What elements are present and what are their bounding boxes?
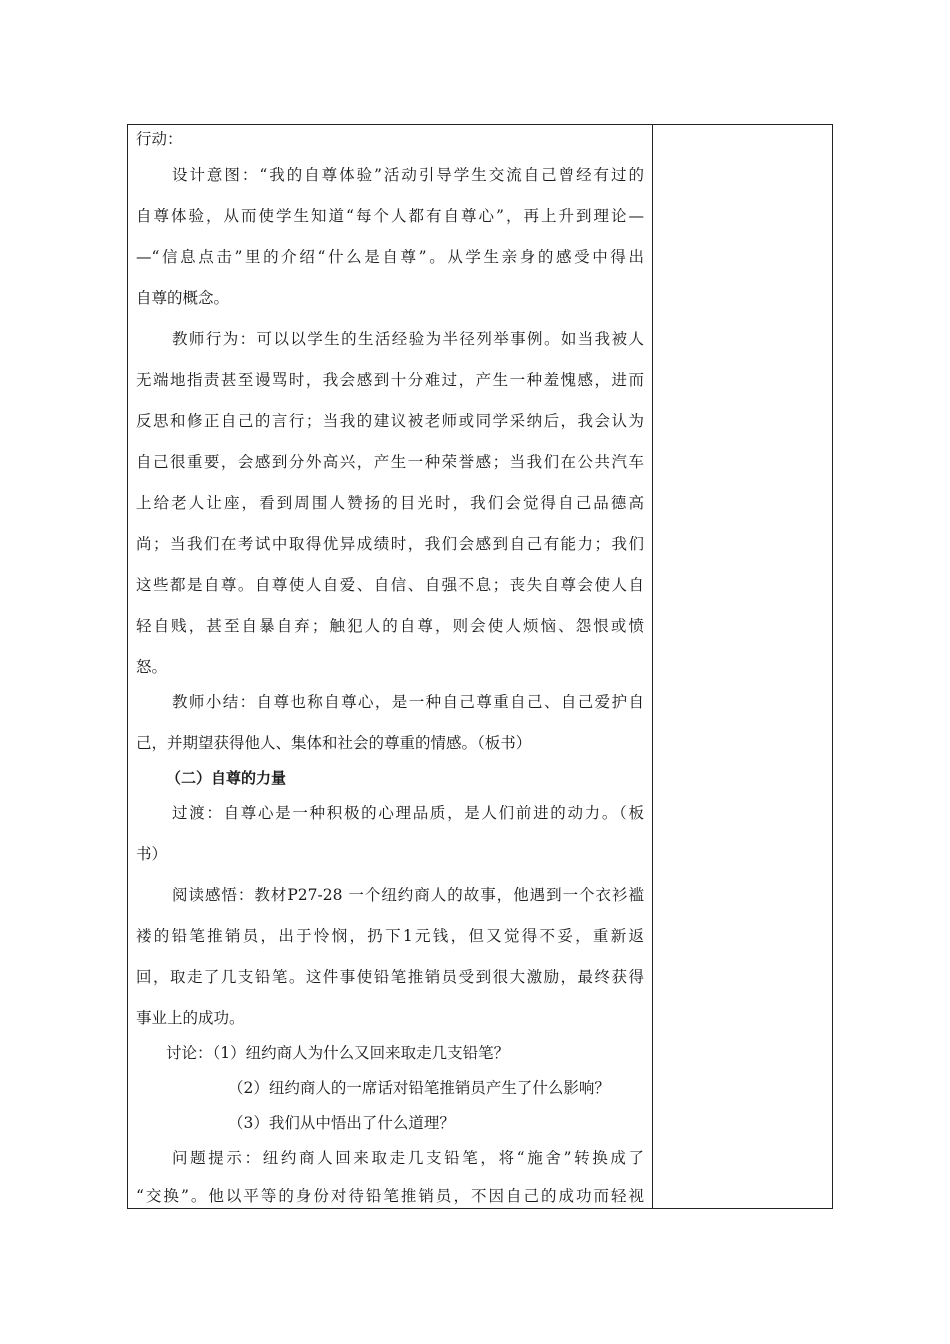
text-line: 书） (136, 845, 168, 863)
text-line: 事业上的成功。 (136, 1009, 245, 1027)
text-line: —“信息点击”里的介绍“什么是自尊”。从学生亲身的感受中得出 (136, 248, 644, 266)
text-line: 阅读感悟：教材P27-28 一个纽约商人的故事，他遇到一个衣衫褴 (172, 886, 644, 904)
text-line: 怒。 (136, 658, 168, 676)
text-line: 这些都是自尊。自尊使人自爱、自信、自强不息；丧失自尊会使人自 (136, 576, 644, 594)
text-line: 回，取走了几支铅笔。这件事使铅笔推销员受到很大激励，最终获得 (136, 968, 644, 986)
text-line: 教师行为：可以以学生的生活经验为半径列举事例。如当我被人 (172, 330, 644, 348)
text-line: 反思和修正自己的言行；当我的建议被老师或同学采纳后，我会认为 (136, 412, 644, 430)
text-line: 尚；当我们在考试中取得优异成绩时，我们会感到自己有能力；我们 (136, 535, 644, 553)
text-line: 教师小结：自尊也称自尊心，是一种自己尊重自己、自己爱护自 (172, 693, 644, 711)
text-line: 无端地指责甚至谩骂时，我会感到十分难过，产生一种羞愧感，进而 (136, 371, 644, 389)
text-line: 设计意图：“我的自尊体验”活动引导学生交流自己曾经有过的 (172, 166, 644, 184)
text-line: “交换”。他以平等的身份对待铅笔推销员，不因自己的成功而轻视 (136, 1187, 644, 1205)
discussion-question: 讨论：（1）纽约商人为什么又回来取走几支铅笔？ (166, 1044, 510, 1062)
text-line: 过渡：自尊心是一种积极的心理品质，是人们前进的动力。（板 (172, 804, 644, 822)
notes-cell (653, 125, 832, 1208)
text-line: 褛的铅笔推销员，出于怜悯，扔下1元钱，但又觉得不妥，重新返 (136, 927, 644, 945)
text-line: 上给老人让座，看到周围人赞扬的目光时，我们会觉得自己品德高 (136, 494, 644, 512)
text-line: 行动： (136, 130, 183, 148)
section-heading: （二）自尊的力量 (166, 769, 287, 787)
text-line: 问题提示：纽约商人回来取走几支铅笔，将“施舍”转换成了 (172, 1149, 644, 1167)
discussion-question: （3）我们从中悟出了什么道理？ (228, 1114, 455, 1132)
discussion-question: （2）纽约商人的一席话对铅笔推销员产生了什么影响？ (228, 1079, 610, 1097)
text-line: 轻自贱，甚至自暴自弃；触犯人的自尊，则会使人烦恼、怨恨或愤 (136, 617, 644, 635)
text-line: 自己很重要，会感到分外高兴，产生一种荣誉感；当我们在公共汽车 (136, 453, 644, 471)
text-line: 自尊的概念。 (136, 289, 230, 307)
text-line: 己，并期望获得他人、集体和社会的尊重的情感。（板书） (136, 734, 532, 752)
lesson-table (127, 124, 833, 1209)
text-line: 自尊体验，从而使学生知道“每个人都有自尊心”，再上升到理论— (136, 207, 644, 225)
